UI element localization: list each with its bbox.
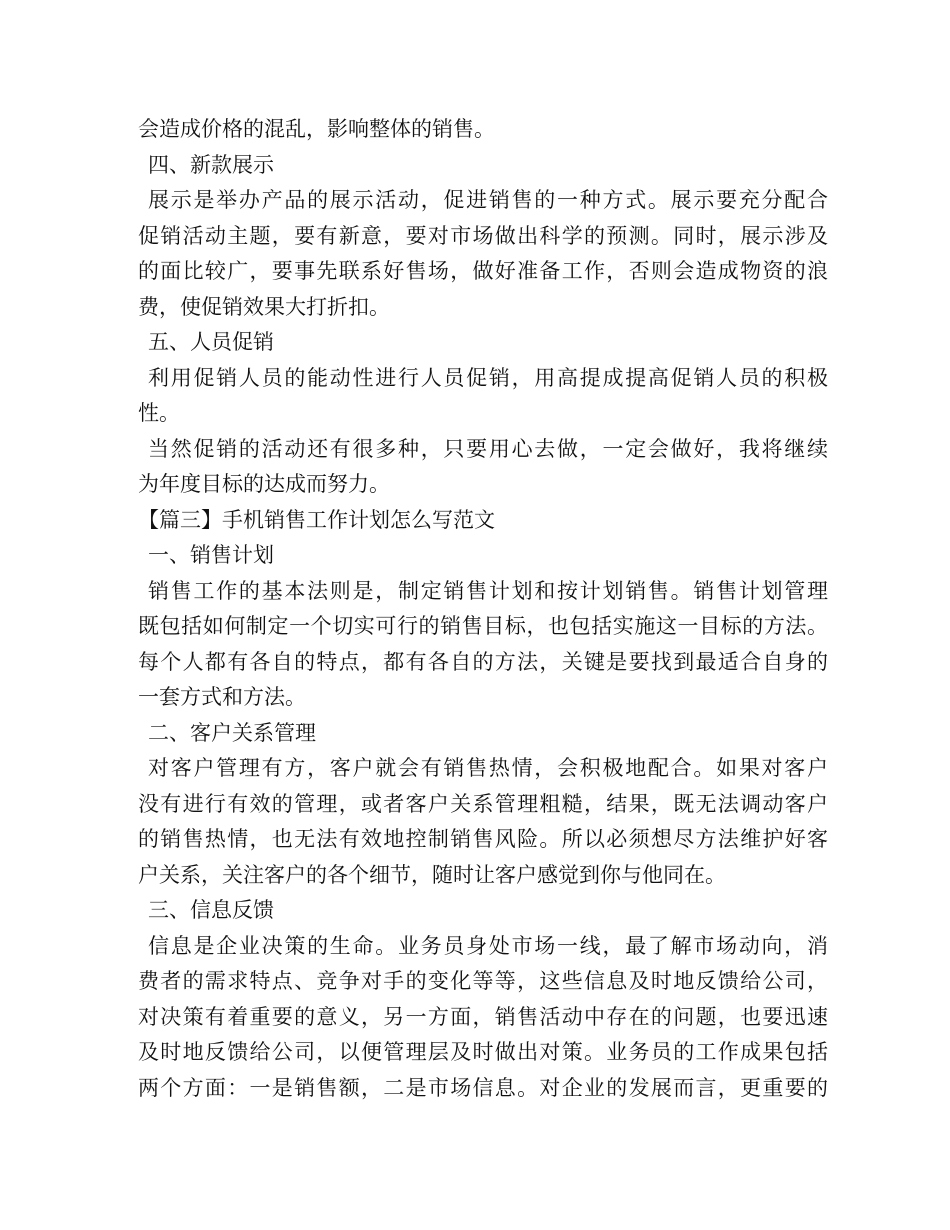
text-line: 对决策有着重要的意义，另一方面，销售活动中存在的问题，也要迅速 [138,1004,828,1029]
text-line: 销售工作的基本法则是，制定销售计划和按计划销售。销售计划管理 [148,578,828,603]
text-line: 展示是举办产品的展示活动，促进销售的一种方式。展示要充分配合 [148,188,828,212]
text-line: 会造成价格的混乱，影响整体的销售。 [138,117,495,141]
text-line: 既包括如何制定一个切实可行的销售目标，也包括实施这一目标的方法。 [138,614,828,638]
text-line: 每个人都有各自的特点，都有各自的方法，关键是要找到最适合自身的 [138,649,828,674]
text-line: 四、新款展示 [148,152,274,177]
text-line: 对客户管理有方，客户就会有销售热情，会积极地配合。如果对客户 [148,756,828,780]
text-line: 信息是企业决策的生命。业务员身处市场一线，最了解市场动向，消 [148,933,828,958]
text-line: 及时地反馈给公司，以便管理层及时做出对策。业务员的工作成果包括 [138,1040,828,1064]
text-line: 三、信息反馈 [148,898,274,922]
text-line: 费，使促销效果大打折扣。 [138,294,390,319]
text-line: 的面比较广，要事先联系好售场，做好准备工作，否则会造成物资的浪 [138,259,828,283]
text-line: 【篇三】手机销售工作计划怎么写范文 [138,507,495,532]
text-line: 性。 [138,401,180,425]
document-page [138,112,828,1106]
text-line: 一套方式和方法。 [138,685,306,709]
text-line: 五、人员促销 [148,330,274,354]
text-line: 的销售热情，也无法有效地控制销售风险。所以必须想尽方法维护好客 [138,827,828,851]
text-line: 户关系，关注客户的各个细节，随时让客户感觉到你与他同在。 [138,862,726,887]
text-line: 促销活动主题，要有新意，要对市场做出科学的预测。同时，展示涉及 [138,223,828,248]
text-line: 两个方面：一是销售额，二是市场信息。对企业的发展而言，更重要的 [138,1075,828,1100]
text-line: 利用促销人员的能动性进行人员促销，用高提成提高促销人员的积极 [148,365,828,390]
text-line: 二、客户关系管理 [148,720,316,745]
text-line: 一、销售计划 [148,543,274,567]
text-line: 为年度目标的达成而努力。 [138,472,390,496]
text-line: 费者的需求特点、竞争对手的变化等等，这些信息及时地反馈给公司， [138,969,828,993]
text-line: 没有进行有效的管理，或者客户关系管理粗糙，结果，既无法调动客户 [138,791,828,816]
text-line: 当然促销的活动还有很多种，只要用心去做，一定会做好，我将继续 [148,436,828,461]
